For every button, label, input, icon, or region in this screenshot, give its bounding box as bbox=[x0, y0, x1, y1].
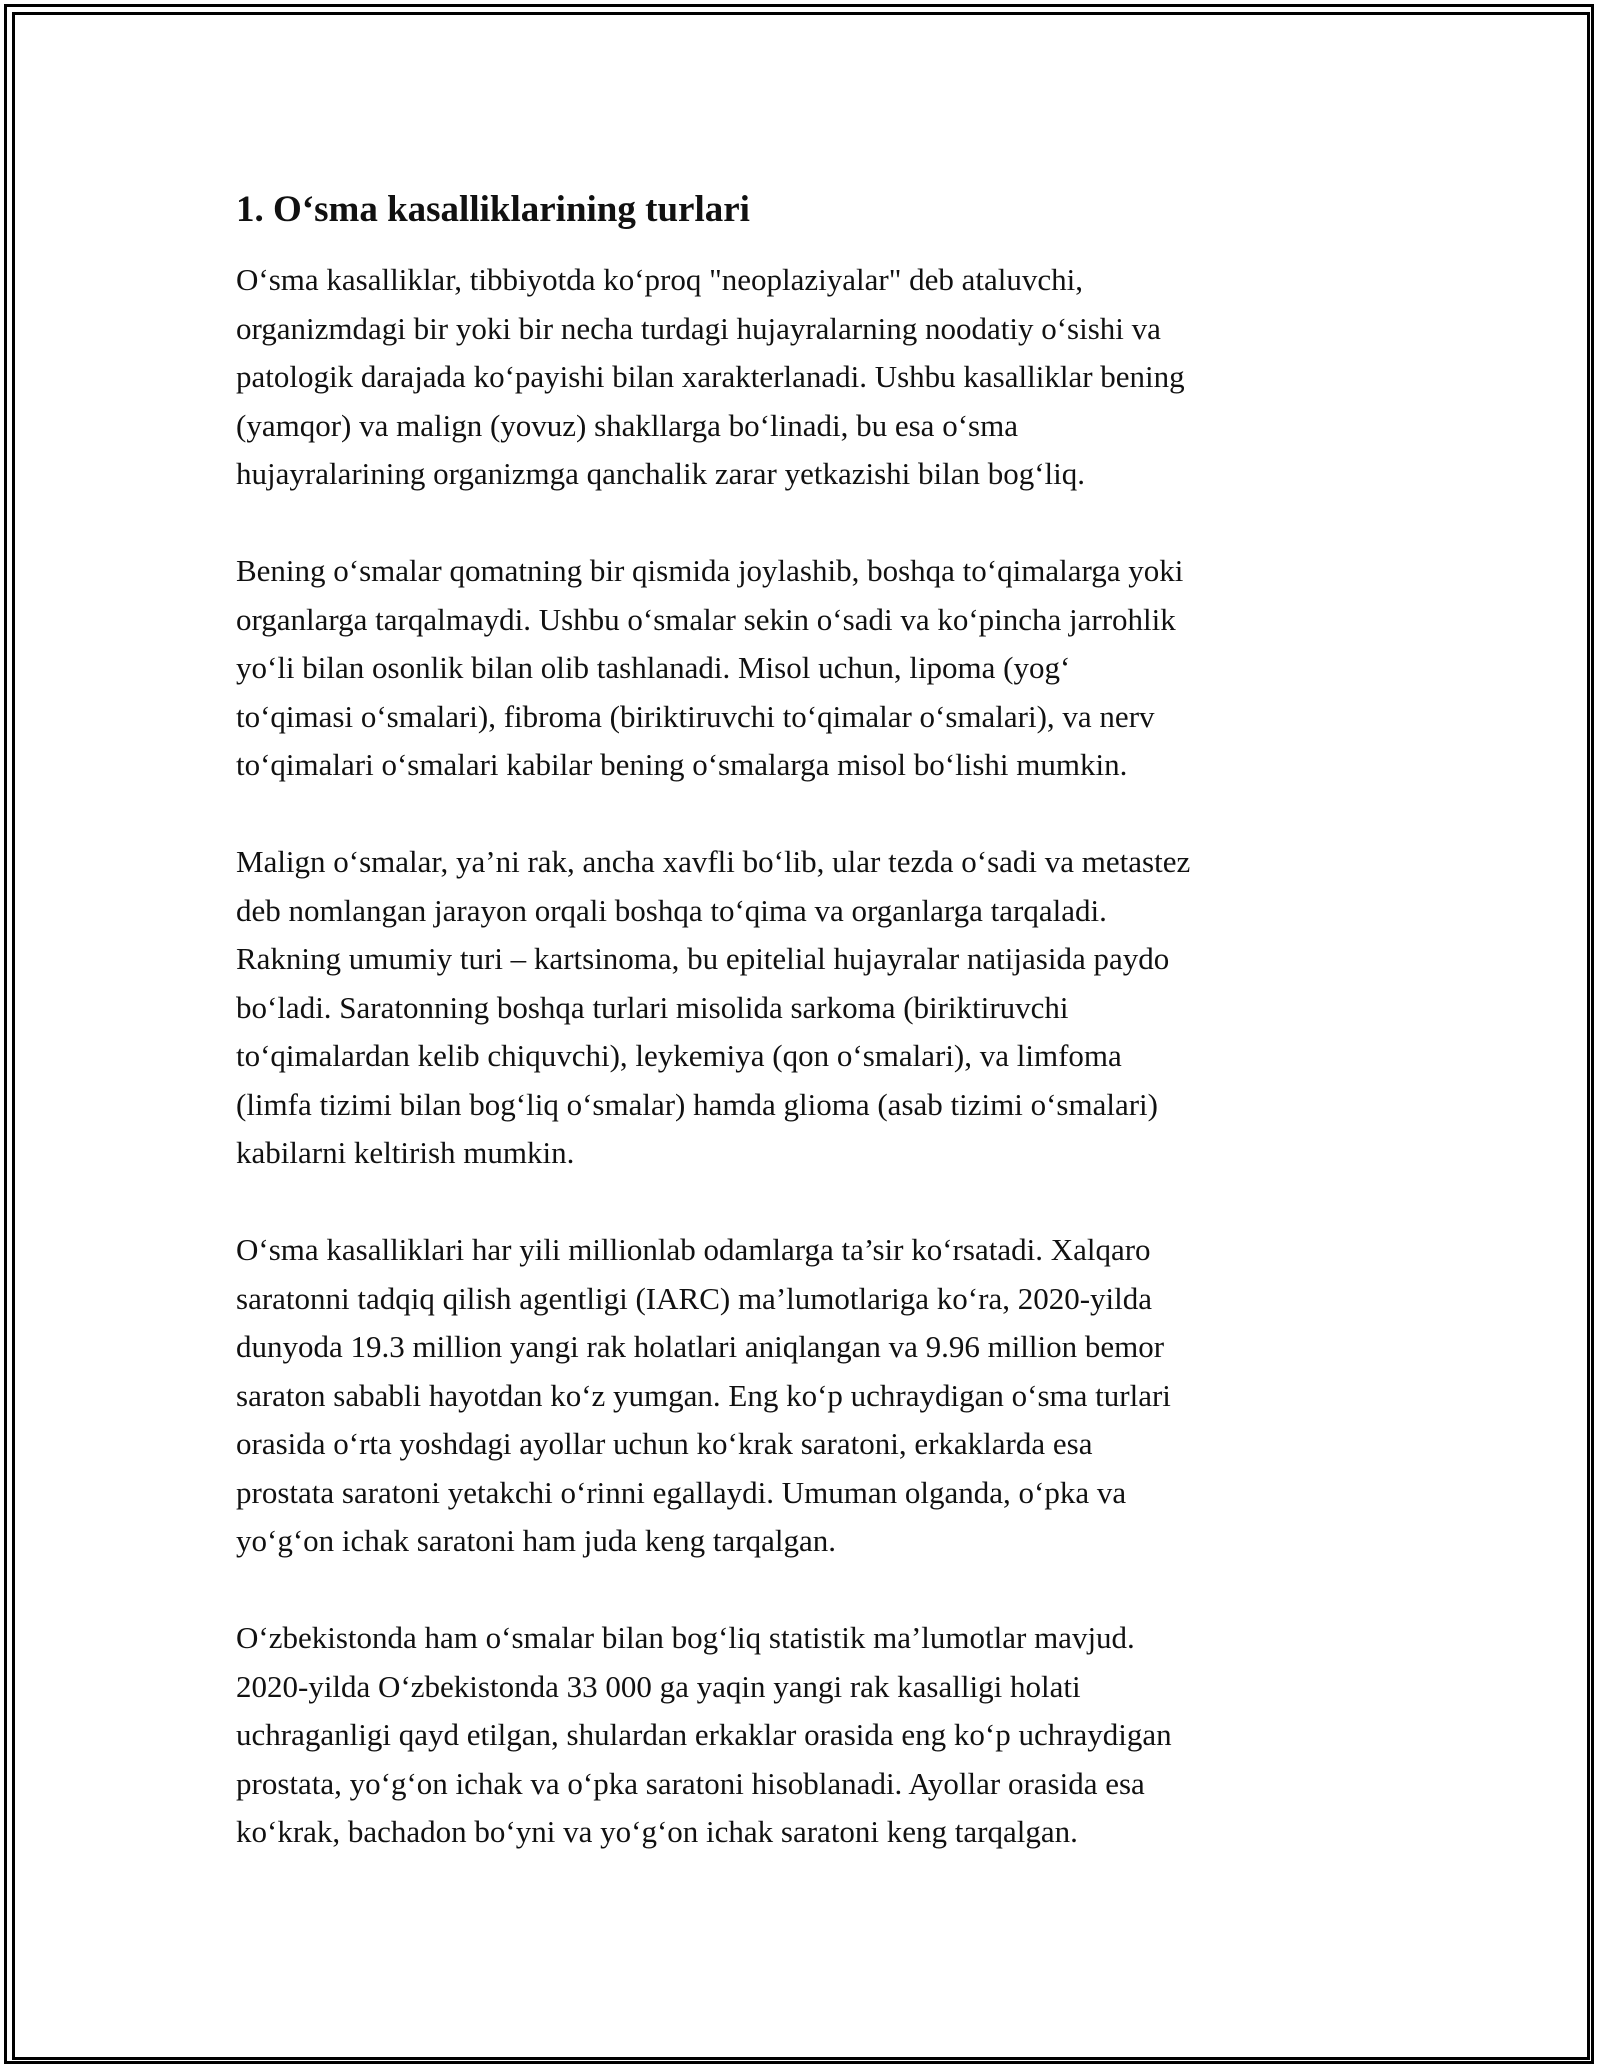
paragraph-line: O‘sma kasalliklar, tibbiyotda ko‘proq "neoplaziyalar" deb ataluvchi, bbox=[236, 262, 1084, 297]
paragraph-introduction bbox=[236, 256, 1386, 499]
paragraph-line: orasida o‘rta yoshdagi ayollar uchun ko‘krak saratoni, erkaklarda esa bbox=[236, 1426, 1093, 1461]
paragraph-uzbekistan-statistics bbox=[236, 1614, 1386, 1857]
paragraph-line: Malign o‘smalar, ya’ni rak, ancha xavfli bo‘lib, ular tezda o‘sadi va metastez bbox=[236, 844, 1191, 879]
paragraph-line: hujayralarining organizmga qanchalik zarar yetkazishi bilan bog‘liq. bbox=[236, 456, 1086, 491]
paragraph-line: to‘qimasi o‘smalari), fibroma (biriktiruvchi to‘qimalar o‘smalari), va nerv bbox=[236, 698, 1155, 734]
paragraph-malignant-tumors bbox=[236, 838, 1386, 1178]
paragraph-line: to‘qimalari o‘smalari kabilar bening o‘smalarga misol bo‘lishi mumkin. bbox=[236, 747, 1128, 782]
paragraph-line: patologik darajada ko‘payishi bilan xarakterlanadi. Ushbu kasalliklar bening bbox=[236, 359, 1185, 394]
paragraph-line: organizmdagi bir yoki bir necha turdagi hujayralarning noodatiy o‘sishi va bbox=[236, 310, 1161, 346]
paragraph-line: Bening o‘smalar qomatning bir qismida joylashib, boshqa to‘qimalarga yoki bbox=[236, 553, 1184, 588]
paragraph-line: 2020-yilda O‘zbekistonda 33 000 ga yaqin yangi rak kasalligi holati bbox=[236, 1668, 1081, 1704]
paragraph-line: prostata saratoni yetakchi o‘rinni egallaydi. Umuman olganda, o‘pka va bbox=[236, 1474, 1127, 1510]
paragraph-benign-tumors bbox=[236, 547, 1386, 790]
paragraph-line: saraton sababli hayotdan ko‘z yumgan. Eng ko‘p uchraydigan o‘sma turlari bbox=[236, 1377, 1171, 1413]
paragraph-line: bo‘ladi. Saratonning boshqa turlari misolida sarkoma (biriktiruvchi bbox=[236, 989, 1069, 1025]
paragraph-global-statistics bbox=[236, 1226, 1386, 1566]
paragraph-line: ko‘krak, bachadon bo‘yni va yo‘g‘on ichak saratoni keng tarqalgan. bbox=[236, 1814, 1078, 1849]
paragraph-line: dunyoda 19.3 million yangi rak holatlari aniqlangan va 9.96 million bemor bbox=[236, 1329, 1165, 1364]
paragraph-line: O‘zbekistonda ham o‘smalar bilan bog‘liq statistik ma’lumotlar mavjud. bbox=[236, 1620, 1135, 1655]
paragraph-line: kabilarni keltirish mumkin. bbox=[236, 1135, 575, 1170]
paragraph-line: saratonni tadqiq qilish agentligi (IARC) ma’lumotlariga ko‘ra, 2020-yilda bbox=[236, 1280, 1153, 1316]
paragraph-line: (yamqor) va malign (yovuz) shakllarga bo‘linadi, bu esa o‘sma bbox=[236, 407, 1018, 443]
paragraph-line: yo‘g‘on ichak saratoni ham juda keng tarqalgan. bbox=[236, 1523, 836, 1558]
paragraph-line: organlarga tarqalmaydi. Ushbu o‘smalar sekin o‘sadi va ko‘pincha jarrohlik bbox=[236, 601, 1176, 637]
paragraph-line: deb nomlangan jarayon orqali boshqa to‘qima va organlarga tarqaladi. bbox=[236, 892, 1107, 928]
paragraph-line: prostata, yo‘g‘on ichak va o‘pka saratoni hisoblanadi. Ayollar orasida esa bbox=[236, 1765, 1145, 1801]
paragraph-line: (limfa tizimi bilan bog‘liq o‘smalar) hamda glioma (asab tizimi o‘smalari) bbox=[236, 1086, 1158, 1122]
paragraph-line: yo‘li bilan osonlik bilan olib tashlanadi. Misol uchun, lipoma (yog‘ bbox=[236, 650, 1071, 685]
paragraph-line: Rakning umumiy turi – kartsinoma, bu epitelial hujayralar natijasida paydo bbox=[236, 941, 1170, 976]
document-body bbox=[236, 186, 1386, 1857]
paragraph-line: uchraganligi qayd etilgan, shulardan erkaklar orasida eng ko‘p uchraydigan bbox=[236, 1717, 1172, 1752]
paragraph-line: to‘qimalardan kelib chiquvchi), leykemiya (qon o‘smalari), va limfoma bbox=[236, 1038, 1122, 1073]
section-heading: 1. O‘sma kasalliklarining turlari bbox=[236, 189, 750, 230]
paragraph-line: O‘sma kasalliklari har yili millionlab odamlarga ta’sir ko‘rsatadi. Xalqaro bbox=[236, 1232, 1151, 1267]
